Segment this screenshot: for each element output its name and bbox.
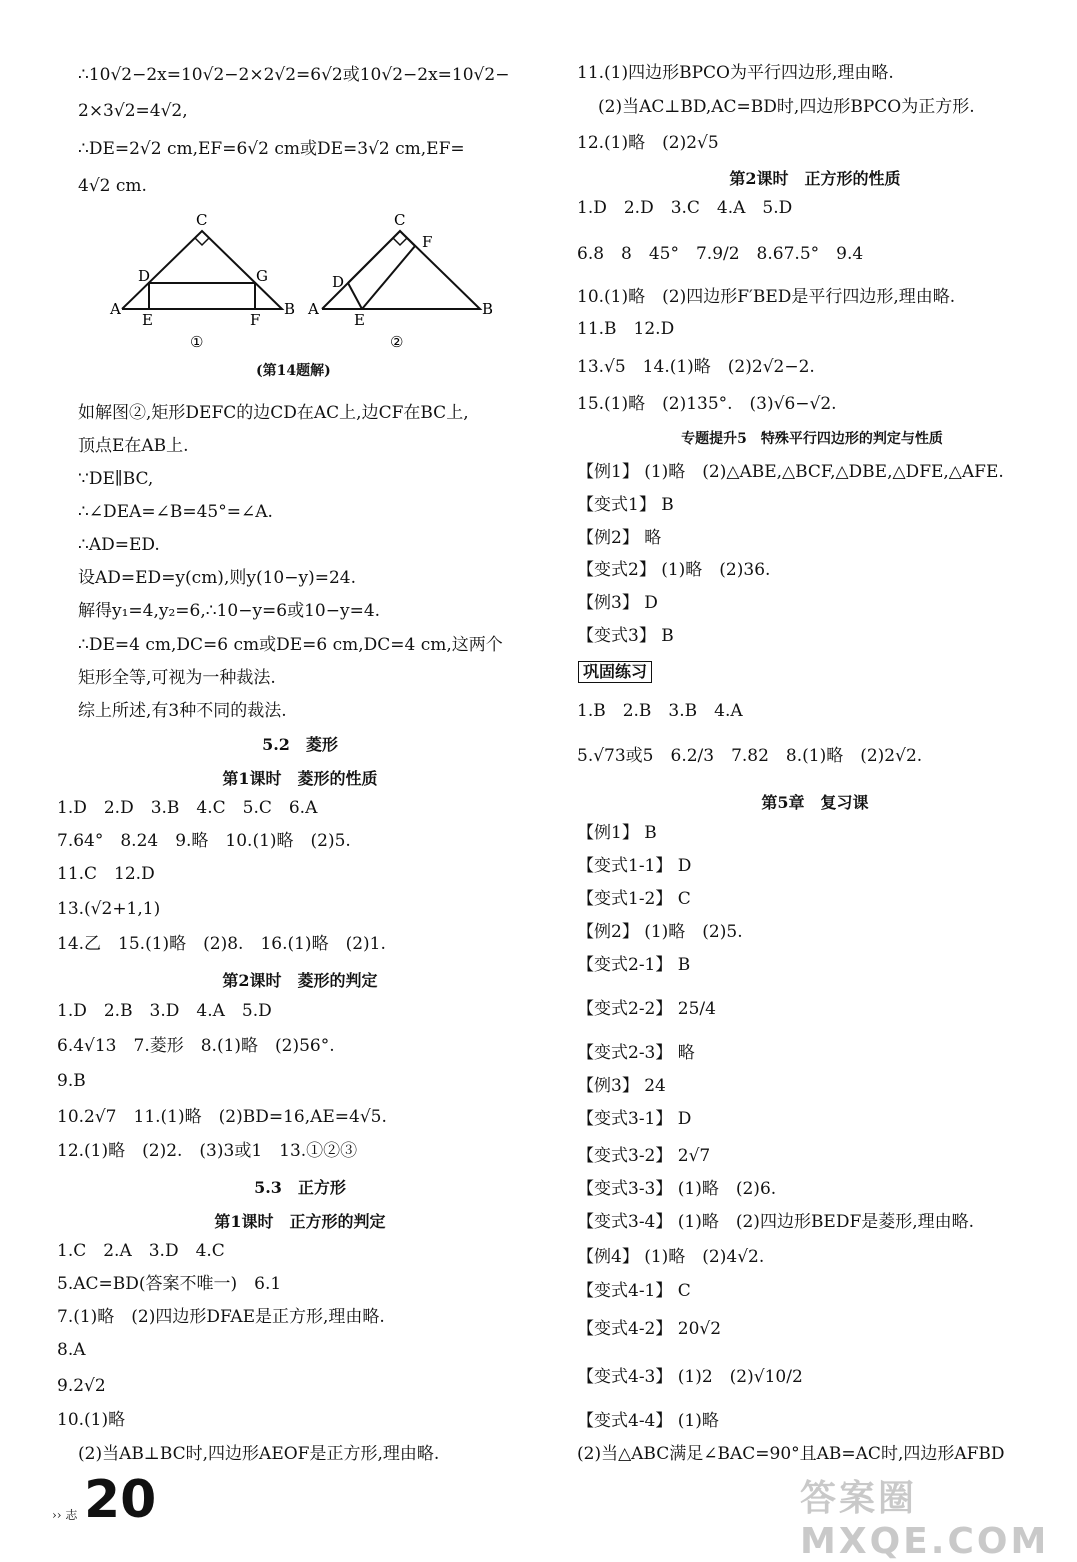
section-title: 5.3 正方形 bbox=[254, 1178, 346, 1197]
answer-line: 【变式1】 B bbox=[577, 495, 674, 515]
triangle-figure bbox=[100, 205, 520, 355]
point-label: D bbox=[332, 273, 345, 291]
answer-line: 9.2√2 bbox=[57, 1376, 106, 1396]
answer-line: 【变式3-2】 2√7 bbox=[577, 1146, 711, 1166]
text-line: 4√2 cm. bbox=[78, 176, 147, 196]
answer-line: 【例1】 (1)略 (2)△ABE,△BCF,△DBE,△DFE,△AFE. bbox=[577, 462, 1004, 482]
text-line: ∵DE∥BC, bbox=[78, 469, 154, 489]
text-line: ∴10√2−2x=10√2−2×2√2=6√2或10√2−2x=10√2− bbox=[78, 65, 510, 85]
answer-line: (2)当AB⊥BC时,四边形AEOF是正方形,理由略. bbox=[78, 1444, 440, 1464]
figure-label: ② bbox=[390, 333, 404, 351]
answer-line: 【例2】 略 bbox=[577, 528, 662, 548]
figure-2 bbox=[307, 211, 493, 351]
answer-line: 10.2√7 11.(1)略 (2)BD=16,AE=4√5. bbox=[57, 1107, 387, 1127]
answer-line: 13.√5 14.(1)略 (2)2√2−2. bbox=[577, 357, 815, 377]
answer-line: 14.乙 15.(1)略 (2)8. 16.(1)略 (2)1. bbox=[57, 934, 386, 954]
point-label: D bbox=[138, 267, 151, 285]
point-label: E bbox=[142, 311, 153, 329]
answer-line: 1.B 2.B 3.B 4.A bbox=[577, 701, 743, 721]
answer-line: 1.D 2.B 3.D 4.A 5.D bbox=[57, 1001, 272, 1021]
text-line: 解得y₁=4,y₂=6,∴10−y=6或10−y=4. bbox=[78, 601, 381, 621]
figure-label: ① bbox=[190, 333, 204, 351]
point-label: A bbox=[110, 300, 121, 318]
answer-line: 【变式2】 (1)略 (2)36. bbox=[577, 560, 771, 580]
answer-line: 6.8 8 45° 7.9/2 8.67.5° 9.4 bbox=[577, 244, 864, 264]
answer-line: 【变式3-3】 (1)略 (2)6. bbox=[577, 1179, 777, 1199]
text-line: 设AD=ED=y(cm),则y(10−y)=24. bbox=[78, 568, 356, 588]
point-label: B bbox=[284, 300, 296, 318]
answer-line: 11.C 12.D bbox=[57, 864, 155, 884]
answer-line: 15.(1)略 (2)135°. (3)√6−√2. bbox=[577, 394, 837, 414]
answer-line: 【变式3-4】 (1)略 (2)四边形BEDF是菱形,理由略. bbox=[577, 1212, 975, 1232]
section-title: 第5章 复习课 bbox=[761, 793, 869, 812]
answer-line: 12.(1)略 (2)2. (3)3或1 13.①②③ bbox=[57, 1141, 358, 1161]
answer-line: 【例3】 24 bbox=[577, 1076, 666, 1096]
answer-line: 【变式1-1】 D bbox=[577, 856, 692, 876]
answer-line: 5.AC=BD(答案不唯一) 6.1 bbox=[57, 1274, 282, 1294]
answer-line: 【例4】 (1)略 (2)4√2. bbox=[577, 1247, 765, 1267]
answer-line: 【变式1-2】 C bbox=[577, 889, 691, 909]
text-line: 矩形全等,可视为一种裁法. bbox=[78, 668, 276, 688]
point-label: C bbox=[196, 211, 208, 229]
answer-line: 1.D 2.D 3.C 4.A 5.D bbox=[577, 198, 793, 218]
answer-line: 【变式3】 B bbox=[577, 626, 674, 646]
text-line: ∴∠DEA=∠B=45°=∠A. bbox=[78, 502, 273, 522]
section-subtitle: 第2课时 菱形的判定 bbox=[222, 971, 378, 990]
answer-line: 【例3】 D bbox=[577, 593, 658, 613]
answer-line: 【变式4-4】 (1)略 bbox=[577, 1411, 719, 1431]
section-title: 5.2 菱形 bbox=[262, 735, 338, 754]
section-subtitle: 第2课时 正方形的性质 bbox=[729, 169, 901, 188]
answer-line: 5.√73或5 6.2/3 7.82 8.(1)略 (2)2√2. bbox=[577, 746, 923, 766]
answer-line: 【变式2-3】 略 bbox=[577, 1043, 695, 1063]
page-number-suffix: ›› 志 bbox=[52, 1508, 78, 1522]
answer-line: 7.64° 8.24 9.略 10.(1)略 (2)5. bbox=[57, 831, 351, 851]
point-label: B bbox=[482, 300, 494, 318]
point-label: F bbox=[422, 233, 433, 251]
answer-line: 【变式4-2】 20√2 bbox=[577, 1319, 722, 1339]
answer-line: 11.B 12.D bbox=[577, 319, 675, 339]
text-line: ∴AD=ED. bbox=[78, 535, 160, 555]
text-line: 顶点E在AB上. bbox=[78, 436, 189, 456]
section-title: 专题提升5 特殊平行四边形的判定与性质 bbox=[681, 431, 943, 447]
answer-line: 10.(1)略 bbox=[57, 1410, 126, 1430]
answer-line: 【例1】 B bbox=[577, 823, 657, 843]
text-line: 如解图②,矩形DEFC的边CD在AC上,边CF在BC上, bbox=[78, 403, 469, 423]
text-line: ∴DE=4 cm,DC=6 cm或DE=6 cm,DC=4 cm,这两个 bbox=[78, 635, 503, 655]
point-label: F bbox=[250, 311, 261, 329]
section-subtitle: 第1课时 正方形的判定 bbox=[214, 1212, 386, 1231]
answer-line: 【变式2-2】 25/4 bbox=[577, 999, 716, 1019]
figure-caption: (第14题解) bbox=[256, 363, 331, 379]
answer-line: (2)当△ABC满足∠BAC=90°且AB=AC时,四边形AFBD bbox=[577, 1444, 1005, 1464]
answer-line: 13.(√2+1,1) bbox=[57, 899, 161, 919]
page-number: 20 bbox=[84, 1470, 157, 1530]
answer-line: 10.(1)略 (2)四边形F′BED是平行四边形,理由略. bbox=[577, 287, 956, 307]
answer-line: 【变式4-3】 (1)2 (2)√10/2 bbox=[577, 1367, 803, 1387]
watermark: 答案圈 MXQE.COM bbox=[800, 1478, 1050, 1562]
point-label: E bbox=[354, 311, 365, 329]
answer-line: 【变式4-1】 C bbox=[577, 1281, 691, 1301]
answer-line: 6.4√13 7.菱形 8.(1)略 (2)56°. bbox=[57, 1036, 335, 1056]
answer-line: 12.(1)略 (2)2√5 bbox=[577, 133, 719, 153]
answer-line: 11.(1)四边形BPCO为平行四边形,理由略. bbox=[577, 63, 894, 83]
answer-line: 1.C 2.A 3.D 4.C bbox=[57, 1241, 225, 1261]
text-line: 综上所述,有3种不同的裁法. bbox=[78, 701, 287, 721]
section-subtitle: 第1课时 菱形的性质 bbox=[222, 769, 378, 788]
answer-line: 【例2】 (1)略 (2)5. bbox=[577, 922, 743, 942]
practice-label: 巩固练习 bbox=[578, 661, 652, 683]
answer-line: (2)当AC⊥BD,AC=BD时,四边形BPCO为正方形. bbox=[598, 97, 975, 117]
point-label: C bbox=[394, 211, 406, 229]
point-label: A bbox=[308, 300, 319, 318]
text-line: ∴DE=2√2 cm,EF=6√2 cm或DE=3√2 cm,EF= bbox=[78, 139, 465, 159]
answer-line: 1.D 2.D 3.B 4.C 5.C 6.A bbox=[57, 798, 318, 818]
answer-line: 9.B bbox=[57, 1071, 86, 1091]
answer-line: 7.(1)略 (2)四边形DFAE是正方形,理由略. bbox=[57, 1307, 385, 1327]
answer-line: 【变式2-1】 B bbox=[577, 955, 691, 975]
point-label: G bbox=[256, 267, 268, 285]
answer-line: 8.A bbox=[57, 1340, 86, 1360]
figure-1 bbox=[109, 211, 295, 351]
answer-line: 【变式3-1】 D bbox=[577, 1109, 692, 1129]
text-line: 2×3√2=4√2, bbox=[78, 101, 188, 121]
